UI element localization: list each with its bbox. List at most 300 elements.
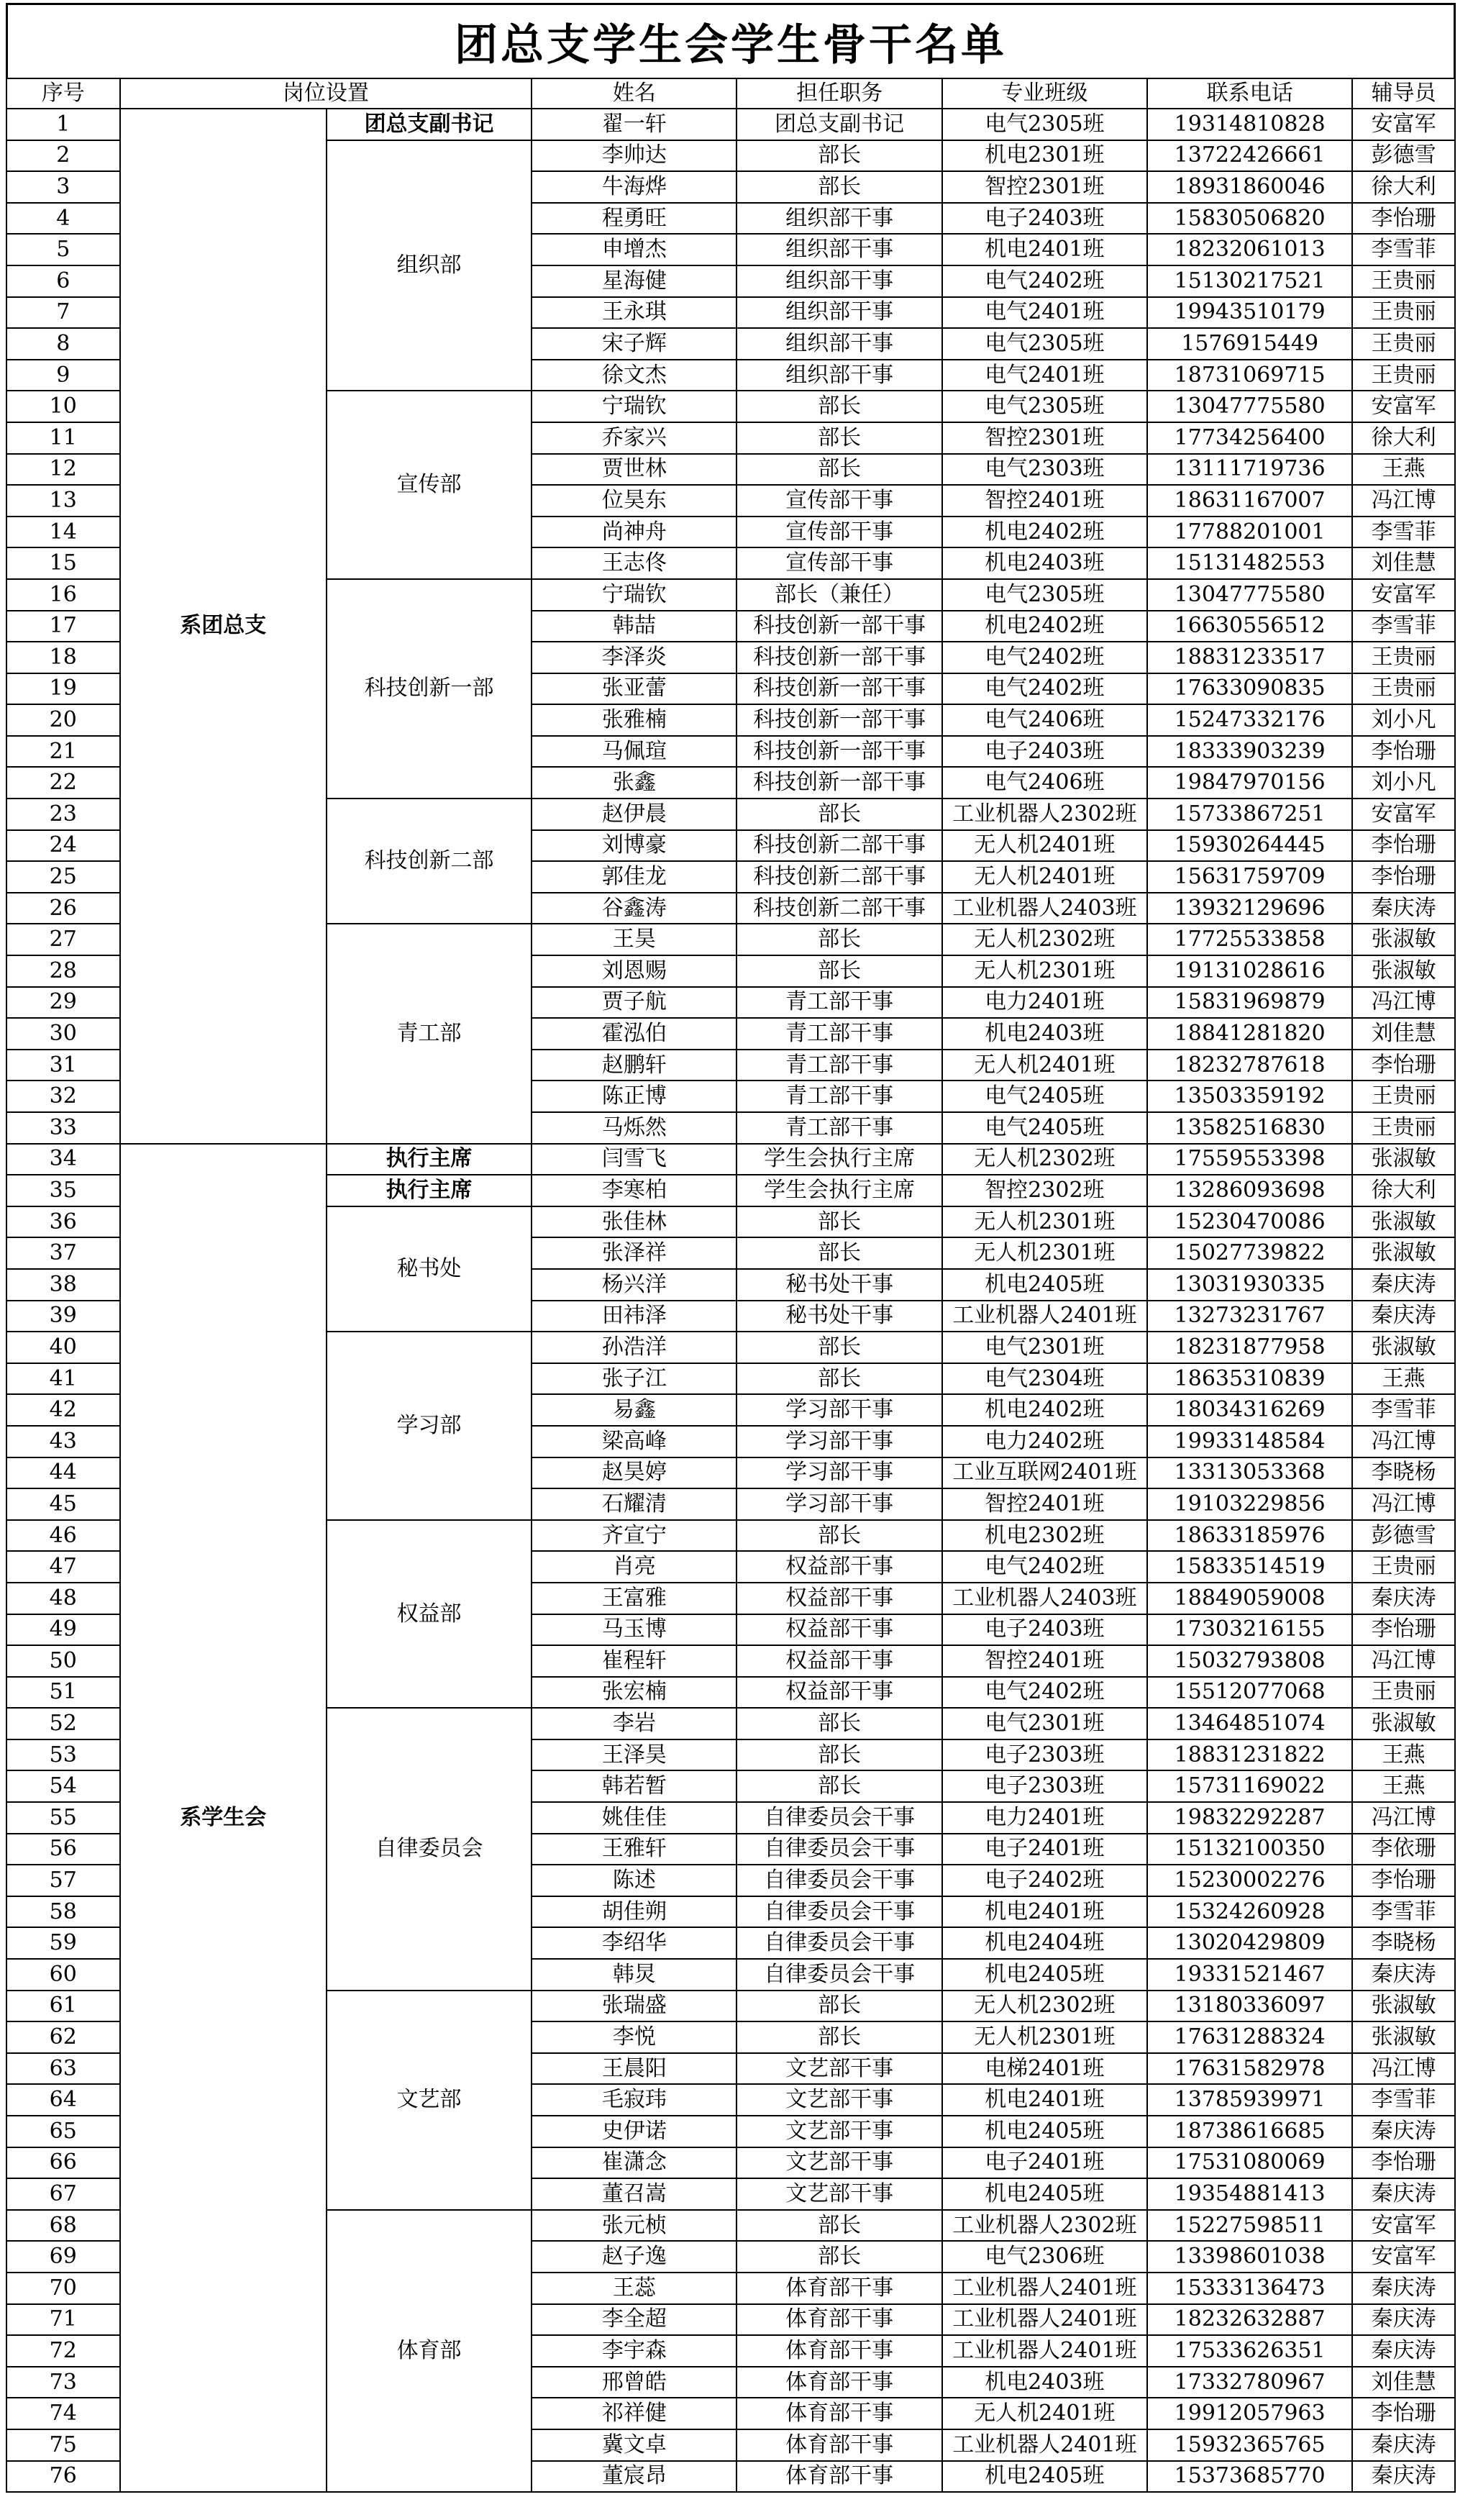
role-cell: 秘书处干事 bbox=[736, 1301, 941, 1332]
counselor-cell: 冯江博 bbox=[1352, 2053, 1455, 2085]
index-cell: 51 bbox=[6, 1677, 120, 1709]
role-cell: 部长 bbox=[736, 1332, 941, 1363]
class-cell: 电子2402班 bbox=[942, 1865, 1147, 1896]
role-cell: 科技创新二部干事 bbox=[736, 861, 941, 893]
class-cell: 电力2401班 bbox=[942, 987, 1147, 1019]
index-cell: 69 bbox=[6, 2241, 120, 2273]
counselor-cell: 李雪菲 bbox=[1352, 1896, 1455, 1928]
role-cell: 权益部干事 bbox=[736, 1614, 941, 1646]
counselor-cell: 李怡珊 bbox=[1352, 2147, 1455, 2179]
phone-cell: 13398601038 bbox=[1147, 2241, 1352, 2273]
index-cell: 34 bbox=[6, 1144, 120, 1175]
class-cell: 无人机2302班 bbox=[942, 1144, 1147, 1175]
counselor-cell: 王贵丽 bbox=[1352, 1551, 1455, 1583]
counselor-cell: 李怡珊 bbox=[1352, 2398, 1455, 2429]
role-cell: 部长 bbox=[736, 799, 941, 830]
class-cell: 无人机2302班 bbox=[942, 1991, 1147, 2022]
header-class: 专业班级 bbox=[942, 78, 1147, 109]
table-row bbox=[6, 109, 1455, 140]
index-cell: 36 bbox=[6, 1206, 120, 1238]
index-cell: 73 bbox=[6, 2367, 120, 2398]
role-cell: 权益部干事 bbox=[736, 1551, 941, 1583]
phone-cell: 19354881413 bbox=[1147, 2178, 1352, 2210]
name-cell: 韩若暂 bbox=[532, 1770, 736, 1802]
phone-cell: 15324260928 bbox=[1147, 1896, 1352, 1928]
role-cell: 部长 bbox=[736, 140, 941, 172]
name-cell: 赵鹏轩 bbox=[532, 1050, 736, 1081]
index-cell: 37 bbox=[6, 1237, 120, 1269]
counselor-cell: 李依珊 bbox=[1352, 1834, 1455, 1865]
index-cell: 22 bbox=[6, 767, 120, 799]
role-cell: 部长 bbox=[736, 1770, 941, 1802]
class-cell: 机电2403班 bbox=[942, 547, 1147, 579]
role-cell: 体育部干事 bbox=[736, 2461, 941, 2493]
phone-cell: 13722426661 bbox=[1147, 140, 1352, 172]
counselor-cell: 张淑敏 bbox=[1352, 1237, 1455, 1269]
phone-cell: 18232632887 bbox=[1147, 2304, 1352, 2336]
class-cell: 智控2301班 bbox=[942, 422, 1147, 454]
index-cell: 13 bbox=[6, 485, 120, 517]
counselor-cell: 李怡珊 bbox=[1352, 736, 1455, 768]
name-cell: 张鑫 bbox=[532, 767, 736, 799]
counselor-cell: 张淑敏 bbox=[1352, 2021, 1455, 2053]
counselor-cell: 李怡珊 bbox=[1352, 1050, 1455, 1081]
phone-cell: 15227598511 bbox=[1147, 2210, 1352, 2242]
phone-cell: 13020429809 bbox=[1147, 1927, 1352, 1959]
role-cell: 组织部干事 bbox=[736, 265, 941, 297]
counselor-cell: 冯江博 bbox=[1352, 1802, 1455, 1834]
phone-cell: 13031930335 bbox=[1147, 1269, 1352, 1301]
counselor-cell: 秦庆涛 bbox=[1352, 2116, 1455, 2147]
name-cell: 陈正博 bbox=[532, 1081, 736, 1112]
phone-cell: 19847970156 bbox=[1147, 767, 1352, 799]
phone-cell: 18232061013 bbox=[1147, 234, 1352, 265]
class-cell: 工业机器人2302班 bbox=[942, 799, 1147, 830]
phone-cell: 13273231767 bbox=[1147, 1301, 1352, 1332]
name-cell: 王泽昊 bbox=[532, 1739, 736, 1771]
table-row bbox=[6, 1144, 1455, 1175]
phone-cell: 15132100350 bbox=[1147, 1834, 1352, 1865]
name-cell: 申增杰 bbox=[532, 234, 736, 265]
index-cell: 40 bbox=[6, 1332, 120, 1363]
index-cell: 43 bbox=[6, 1426, 120, 1457]
counselor-cell: 李雪菲 bbox=[1352, 611, 1455, 642]
counselor-cell: 李怡珊 bbox=[1352, 203, 1455, 235]
header-position: 岗位设置 bbox=[120, 78, 532, 109]
role-cell: 体育部干事 bbox=[736, 2429, 941, 2461]
header-index: 序号 bbox=[6, 78, 120, 109]
class-cell: 电气2301班 bbox=[942, 1332, 1147, 1363]
phone-cell: 15731169022 bbox=[1147, 1770, 1352, 1802]
phone-cell: 19331521467 bbox=[1147, 1959, 1352, 1991]
role-cell: 体育部干事 bbox=[736, 2335, 941, 2367]
class-cell: 机电2405班 bbox=[942, 2116, 1147, 2147]
phone-cell: 13180336097 bbox=[1147, 1991, 1352, 2022]
phone-cell: 18731069715 bbox=[1147, 360, 1352, 391]
name-cell: 翟一轩 bbox=[532, 109, 736, 140]
index-cell: 63 bbox=[6, 2053, 120, 2085]
counselor-cell: 王贵丽 bbox=[1352, 1677, 1455, 1709]
dept-group-cell: 组织部 bbox=[327, 140, 532, 391]
name-cell: 李帅达 bbox=[532, 140, 736, 172]
class-cell: 无人机2401班 bbox=[942, 861, 1147, 893]
class-cell: 电子2303班 bbox=[942, 1739, 1147, 1771]
phone-cell: 18232787618 bbox=[1147, 1050, 1352, 1081]
role-cell: 宣传部干事 bbox=[736, 485, 941, 517]
role-cell: 自律委员会干事 bbox=[736, 1834, 941, 1865]
dept-group-cell: 权益部 bbox=[327, 1520, 532, 1709]
index-cell: 35 bbox=[6, 1175, 120, 1206]
class-cell: 智控2401班 bbox=[942, 485, 1147, 517]
index-cell: 58 bbox=[6, 1896, 120, 1928]
counselor-cell: 王燕 bbox=[1352, 1363, 1455, 1395]
name-cell: 赵伊晨 bbox=[532, 799, 736, 830]
name-cell: 张宏楠 bbox=[532, 1677, 736, 1709]
role-cell: 学习部干事 bbox=[736, 1488, 941, 1520]
counselor-cell: 王贵丽 bbox=[1352, 1081, 1455, 1112]
phone-cell: 17633090835 bbox=[1147, 673, 1352, 705]
class-cell: 机电2402班 bbox=[942, 611, 1147, 642]
name-cell: 张瑞盛 bbox=[532, 1991, 736, 2022]
role-cell: 体育部干事 bbox=[736, 2398, 941, 2429]
name-cell: 杨兴洋 bbox=[532, 1269, 736, 1301]
index-cell: 18 bbox=[6, 642, 120, 673]
phone-cell: 17788201001 bbox=[1147, 517, 1352, 548]
phone-cell: 17734256400 bbox=[1147, 422, 1352, 454]
index-cell: 48 bbox=[6, 1583, 120, 1614]
counselor-cell: 刘佳慧 bbox=[1352, 1018, 1455, 1050]
index-cell: 75 bbox=[6, 2429, 120, 2461]
index-cell: 31 bbox=[6, 1050, 120, 1081]
index-cell: 50 bbox=[6, 1645, 120, 1677]
header-role: 担任职务 bbox=[736, 78, 941, 109]
phone-cell: 15130217521 bbox=[1147, 265, 1352, 297]
index-cell: 15 bbox=[6, 547, 120, 579]
name-cell: 张泽祥 bbox=[532, 1237, 736, 1269]
phone-cell: 18333903239 bbox=[1147, 736, 1352, 768]
role-cell: 组织部干事 bbox=[736, 297, 941, 329]
counselor-cell: 秦庆涛 bbox=[1352, 2178, 1455, 2210]
phone-cell: 18034316269 bbox=[1147, 1394, 1352, 1426]
phone-cell: 19832292287 bbox=[1147, 1802, 1352, 1834]
role-cell: 科技创新二部干事 bbox=[736, 893, 941, 924]
role-cell: 文艺部干事 bbox=[736, 2116, 941, 2147]
index-cell: 72 bbox=[6, 2335, 120, 2367]
index-cell: 68 bbox=[6, 2210, 120, 2242]
class-cell: 电气2303班 bbox=[942, 454, 1147, 486]
index-cell: 28 bbox=[6, 955, 120, 987]
index-cell: 55 bbox=[6, 1802, 120, 1834]
counselor-cell: 秦庆涛 bbox=[1352, 1583, 1455, 1614]
class-cell: 电子2401班 bbox=[942, 1834, 1147, 1865]
counselor-cell: 彭德雪 bbox=[1352, 140, 1455, 172]
dept-group-cell: 执行主席 bbox=[327, 1144, 532, 1175]
index-cell: 41 bbox=[6, 1363, 120, 1395]
role-cell: 组织部干事 bbox=[736, 234, 941, 265]
name-cell: 崔潇念 bbox=[532, 2147, 736, 2179]
role-cell: 科技创新一部干事 bbox=[736, 767, 941, 799]
index-cell: 27 bbox=[6, 924, 120, 955]
phone-cell: 18231877958 bbox=[1147, 1332, 1352, 1363]
index-cell: 64 bbox=[6, 2084, 120, 2116]
index-cell: 24 bbox=[6, 830, 120, 862]
counselor-cell: 安富军 bbox=[1352, 2210, 1455, 2242]
role-cell: 自律委员会干事 bbox=[736, 1959, 941, 1991]
name-cell: 谷鑫涛 bbox=[532, 893, 736, 924]
index-cell: 1 bbox=[6, 109, 120, 140]
counselor-cell: 王贵丽 bbox=[1352, 328, 1455, 360]
name-cell: 赵昊婷 bbox=[532, 1457, 736, 1489]
class-cell: 电气2406班 bbox=[942, 704, 1147, 736]
name-cell: 刘博豪 bbox=[532, 830, 736, 862]
class-cell: 工业机器人2403班 bbox=[942, 893, 1147, 924]
role-cell: 文艺部干事 bbox=[736, 2147, 941, 2179]
name-cell: 王永琪 bbox=[532, 297, 736, 329]
class-cell: 机电2301班 bbox=[942, 140, 1147, 172]
counselor-cell: 秦庆涛 bbox=[1352, 1301, 1455, 1332]
class-cell: 机电2405班 bbox=[942, 2178, 1147, 2210]
index-cell: 74 bbox=[6, 2398, 120, 2429]
dept-group-cell: 自律委员会 bbox=[327, 1708, 532, 1990]
counselor-cell: 王燕 bbox=[1352, 1739, 1455, 1771]
index-cell: 30 bbox=[6, 1018, 120, 1050]
class-cell: 机电2403班 bbox=[942, 2367, 1147, 2398]
role-cell: 部长 bbox=[736, 1363, 941, 1395]
name-cell: 韩喆 bbox=[532, 611, 736, 642]
class-cell: 电气2405班 bbox=[942, 1081, 1147, 1112]
phone-cell: 15930264445 bbox=[1147, 830, 1352, 862]
phone-cell: 19314810828 bbox=[1147, 109, 1352, 140]
role-cell: 青工部干事 bbox=[736, 987, 941, 1019]
class-cell: 电气2402班 bbox=[942, 642, 1147, 673]
class-cell: 工业机器人2401班 bbox=[942, 2304, 1147, 2336]
counselor-cell: 秦庆涛 bbox=[1352, 2273, 1455, 2304]
counselor-cell: 李怡珊 bbox=[1352, 830, 1455, 862]
role-cell: 宣传部干事 bbox=[736, 547, 941, 579]
role-cell: 组织部干事 bbox=[736, 360, 941, 391]
counselor-cell: 李雪菲 bbox=[1352, 2084, 1455, 2116]
name-cell: 宁瑞钦 bbox=[532, 579, 736, 611]
counselor-cell: 张淑敏 bbox=[1352, 924, 1455, 955]
class-cell: 工业机器人2302班 bbox=[942, 2210, 1147, 2242]
header-phone: 联系电话 bbox=[1147, 78, 1352, 109]
class-cell: 电气2305班 bbox=[942, 579, 1147, 611]
role-cell: 科技创新一部干事 bbox=[736, 736, 941, 768]
counselor-cell: 秦庆涛 bbox=[1352, 2304, 1455, 2336]
header-name: 姓名 bbox=[532, 78, 736, 109]
name-cell: 王晨阳 bbox=[532, 2053, 736, 2085]
role-cell: 组织部干事 bbox=[736, 203, 941, 235]
counselor-cell: 冯江博 bbox=[1352, 987, 1455, 1019]
name-cell: 田祎泽 bbox=[532, 1301, 736, 1332]
phone-cell: 16630556512 bbox=[1147, 611, 1352, 642]
phone-cell: 17559553398 bbox=[1147, 1144, 1352, 1175]
role-cell: 部长 bbox=[736, 2241, 941, 2273]
phone-cell: 15247332176 bbox=[1147, 704, 1352, 736]
index-cell: 29 bbox=[6, 987, 120, 1019]
class-cell: 电子2303班 bbox=[942, 1770, 1147, 1802]
name-cell: 程勇旺 bbox=[532, 203, 736, 235]
class-cell: 电气2301班 bbox=[942, 1708, 1147, 1739]
phone-cell: 15333136473 bbox=[1147, 2273, 1352, 2304]
name-cell: 李岩 bbox=[532, 1708, 736, 1739]
index-cell: 25 bbox=[6, 861, 120, 893]
document-title: 团总支学生会学生骨干名单 bbox=[6, 3, 1456, 78]
index-cell: 19 bbox=[6, 673, 120, 705]
class-cell: 无人机2302班 bbox=[942, 924, 1147, 955]
counselor-cell: 王燕 bbox=[1352, 1770, 1455, 1802]
name-cell: 孙浩洋 bbox=[532, 1332, 736, 1363]
counselor-cell: 秦庆涛 bbox=[1352, 2429, 1455, 2461]
name-cell: 马玉博 bbox=[532, 1614, 736, 1646]
class-cell: 电气2305班 bbox=[942, 109, 1147, 140]
name-cell: 霍泓伯 bbox=[532, 1018, 736, 1050]
phone-cell: 17631582978 bbox=[1147, 2053, 1352, 2085]
role-cell: 部长 bbox=[736, 171, 941, 203]
class-cell: 机电2404班 bbox=[942, 1927, 1147, 1959]
name-cell: 易鑫 bbox=[532, 1394, 736, 1426]
name-cell: 赵子逸 bbox=[532, 2241, 736, 2273]
name-cell: 毛寂玮 bbox=[532, 2084, 736, 2116]
phone-cell: 18931860046 bbox=[1147, 171, 1352, 203]
index-cell: 33 bbox=[6, 1112, 120, 1144]
name-cell: 董宸昂 bbox=[532, 2461, 736, 2493]
name-cell: 李泽炎 bbox=[532, 642, 736, 673]
name-cell: 贾子航 bbox=[532, 987, 736, 1019]
role-cell: 部长 bbox=[736, 1991, 941, 2022]
role-cell: 秘书处干事 bbox=[736, 1269, 941, 1301]
class-cell: 电气2304班 bbox=[942, 1363, 1147, 1395]
name-cell: 徐文杰 bbox=[532, 360, 736, 391]
name-cell: 张雅楠 bbox=[532, 704, 736, 736]
counselor-cell: 张淑敏 bbox=[1352, 955, 1455, 987]
counselor-cell: 刘佳慧 bbox=[1352, 2367, 1455, 2398]
role-cell: 部长 bbox=[736, 1520, 941, 1552]
index-cell: 3 bbox=[6, 171, 120, 203]
phone-cell: 15032793808 bbox=[1147, 1645, 1352, 1677]
counselor-cell: 刘佳慧 bbox=[1352, 547, 1455, 579]
phone-cell: 18635310839 bbox=[1147, 1363, 1352, 1395]
name-cell: 宁瑞钦 bbox=[532, 391, 736, 422]
name-cell: 位昊东 bbox=[532, 485, 736, 517]
index-cell: 8 bbox=[6, 328, 120, 360]
name-cell: 王志佟 bbox=[532, 547, 736, 579]
role-cell: 权益部干事 bbox=[736, 1583, 941, 1614]
index-cell: 53 bbox=[6, 1739, 120, 1771]
class-cell: 机电2401班 bbox=[942, 1896, 1147, 1928]
org-group-cell: 系团总支 bbox=[120, 109, 327, 1144]
name-cell: 李宇森 bbox=[532, 2335, 736, 2367]
class-cell: 智控2302班 bbox=[942, 1175, 1147, 1206]
role-cell: 青工部干事 bbox=[736, 1050, 941, 1081]
index-cell: 61 bbox=[6, 1991, 120, 2022]
class-cell: 电气2306班 bbox=[942, 2241, 1147, 2273]
class-cell: 电力2401班 bbox=[942, 1802, 1147, 1834]
class-cell: 机电2405班 bbox=[942, 1959, 1147, 1991]
counselor-cell: 张淑敏 bbox=[1352, 1206, 1455, 1238]
phone-cell: 19131028616 bbox=[1147, 955, 1352, 987]
name-cell: 李绍华 bbox=[532, 1927, 736, 1959]
role-cell: 部长 bbox=[736, 454, 941, 486]
class-cell: 工业机器人2401班 bbox=[942, 2273, 1147, 2304]
index-cell: 46 bbox=[6, 1520, 120, 1552]
name-cell: 董召嵩 bbox=[532, 2178, 736, 2210]
class-cell: 电气2305班 bbox=[942, 328, 1147, 360]
class-cell: 无人机2301班 bbox=[942, 2021, 1147, 2053]
index-cell: 7 bbox=[6, 297, 120, 329]
index-cell: 67 bbox=[6, 2178, 120, 2210]
phone-cell: 15230470086 bbox=[1147, 1206, 1352, 1238]
class-cell: 电子2403班 bbox=[942, 203, 1147, 235]
name-cell: 尚神舟 bbox=[532, 517, 736, 548]
counselor-cell: 李怡珊 bbox=[1352, 861, 1455, 893]
counselor-cell: 王贵丽 bbox=[1352, 297, 1455, 329]
name-cell: 星海健 bbox=[532, 265, 736, 297]
phone-cell: 18631167007 bbox=[1147, 485, 1352, 517]
class-cell: 电气2401班 bbox=[942, 360, 1147, 391]
class-cell: 机电2403班 bbox=[942, 1018, 1147, 1050]
name-cell: 张亚蕾 bbox=[532, 673, 736, 705]
index-cell: 38 bbox=[6, 1269, 120, 1301]
counselor-cell: 秦庆涛 bbox=[1352, 2335, 1455, 2367]
counselor-cell: 王燕 bbox=[1352, 454, 1455, 486]
name-cell: 宋子辉 bbox=[532, 328, 736, 360]
role-cell: 学习部干事 bbox=[736, 1394, 941, 1426]
index-cell: 62 bbox=[6, 2021, 120, 2053]
name-cell: 张元桢 bbox=[532, 2210, 736, 2242]
phone-cell: 17303216155 bbox=[1147, 1614, 1352, 1646]
role-cell: 权益部干事 bbox=[736, 1677, 941, 1709]
name-cell: 邢曾皓 bbox=[532, 2367, 736, 2398]
phone-cell: 15131482553 bbox=[1147, 547, 1352, 579]
phone-cell: 13047775580 bbox=[1147, 579, 1352, 611]
name-cell: 崔程轩 bbox=[532, 1645, 736, 1677]
class-cell: 电气2305班 bbox=[942, 391, 1147, 422]
name-cell: 祁祥健 bbox=[532, 2398, 736, 2429]
phone-cell: 19933148584 bbox=[1147, 1426, 1352, 1457]
name-cell: 李悦 bbox=[532, 2021, 736, 2053]
counselor-cell: 王贵丽 bbox=[1352, 360, 1455, 391]
role-cell: 部长 bbox=[736, 391, 941, 422]
phone-cell: 13582516830 bbox=[1147, 1112, 1352, 1144]
counselor-cell: 李雪菲 bbox=[1352, 1394, 1455, 1426]
counselor-cell: 秦庆涛 bbox=[1352, 893, 1455, 924]
header-row bbox=[6, 78, 1455, 109]
counselor-cell: 李晓杨 bbox=[1352, 1927, 1455, 1959]
class-cell: 无人机2401班 bbox=[942, 1050, 1147, 1081]
phone-cell: 13932129696 bbox=[1147, 893, 1352, 924]
counselor-cell: 安富军 bbox=[1352, 579, 1455, 611]
class-cell: 机电2401班 bbox=[942, 2084, 1147, 2116]
name-cell: 姚佳佳 bbox=[532, 1802, 736, 1834]
phone-cell: 15512077068 bbox=[1147, 1677, 1352, 1709]
name-cell: 冀文卓 bbox=[532, 2429, 736, 2461]
class-cell: 电力2402班 bbox=[942, 1426, 1147, 1457]
phone-cell: 15230002276 bbox=[1147, 1865, 1352, 1896]
name-cell: 贾世林 bbox=[532, 454, 736, 486]
index-cell: 66 bbox=[6, 2147, 120, 2179]
index-cell: 45 bbox=[6, 1488, 120, 1520]
phone-cell: 17725533858 bbox=[1147, 924, 1352, 955]
phone-cell: 13785939971 bbox=[1147, 2084, 1352, 2116]
class-cell: 电子2403班 bbox=[942, 1614, 1147, 1646]
phone-cell: 15373685770 bbox=[1147, 2461, 1352, 2493]
counselor-cell: 王贵丽 bbox=[1352, 642, 1455, 673]
role-cell: 科技创新一部干事 bbox=[736, 642, 941, 673]
index-cell: 26 bbox=[6, 893, 120, 924]
index-cell: 4 bbox=[6, 203, 120, 235]
role-cell: 部长 bbox=[736, 1237, 941, 1269]
